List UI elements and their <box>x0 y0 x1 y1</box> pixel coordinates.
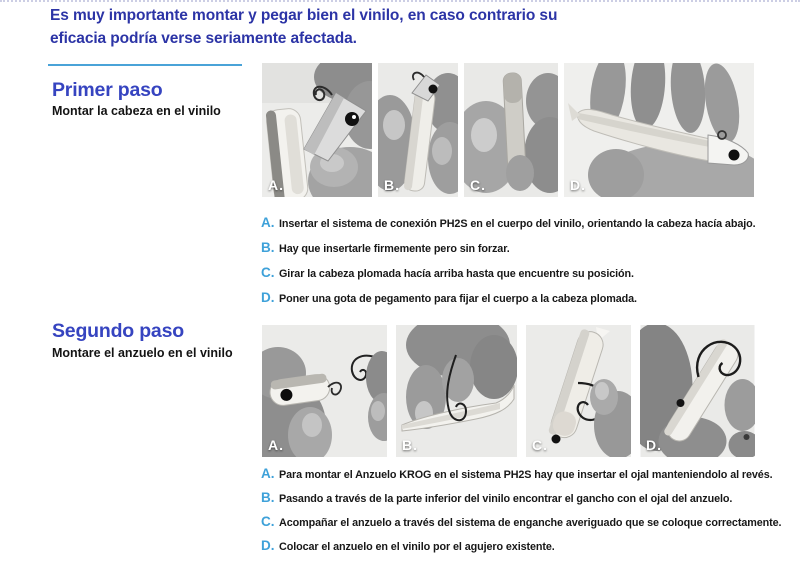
instruction-text: Girar la cabeza plomada hacía arriba hasta que encuentre su posición. <box>279 268 634 280</box>
photo-label: D. <box>646 437 662 453</box>
instruction-text: Insertar el sistema de conexión PH2S en el cuerpo del vinilo, orientando la cabeza hacía abajo. <box>279 218 756 230</box>
step-2-photo-a <box>262 325 387 457</box>
step-2-photo-b <box>396 325 517 457</box>
photo-label: D. <box>570 177 586 193</box>
photo-label: A. <box>268 177 284 193</box>
step-1-photo-b <box>378 63 458 197</box>
instruction-letter: A. <box>261 466 275 481</box>
step-2-instructions <box>261 467 781 563</box>
intro-line-2: eficacia podría verse seriamente afectada. <box>50 29 357 47</box>
instruction-text: Para montar el Anzuelo KROG en el sistema PH2S hay que insertar el ojal manteniendolo al revés. <box>279 469 773 481</box>
photo-label: C. <box>470 177 486 193</box>
intro-line-1: Es muy importante montar y pegar bien el vinilo, en caso contrario su <box>50 7 558 24</box>
step-2-photo-strip <box>262 325 755 457</box>
step-1-photo-strip <box>262 63 754 197</box>
step-1-photo-d <box>564 63 754 197</box>
instruction-text: Colocar el anzuelo en el vinilo por el agujero existente. <box>279 541 555 553</box>
instruction-letter: C. <box>261 514 275 529</box>
instruction-row <box>261 216 756 231</box>
step-2-photo-c <box>526 325 631 457</box>
instruction-letter: A. <box>261 215 275 230</box>
photo-label: B. <box>384 177 400 193</box>
instruction-text: Hay que insertarle firmemente pero sin forzar. <box>279 243 510 255</box>
instruction-letter: D. <box>261 538 275 553</box>
step-1-subtitle: Montar la cabeza en el vinilo <box>52 104 221 118</box>
instruction-row <box>261 539 781 554</box>
photo-label: B. <box>402 437 418 453</box>
instruction-row <box>261 515 781 530</box>
step-1-photo-a <box>262 63 372 197</box>
intro-note <box>50 5 557 50</box>
step-1-photo-c <box>464 63 558 197</box>
instruction-row <box>261 467 781 482</box>
instruction-text: Poner una gota de pegamento para fijar el cuerpo a la cabeza plomada. <box>279 293 637 305</box>
instruction-letter: C. <box>261 265 275 280</box>
photo-label: A. <box>268 437 284 453</box>
step-1-instructions <box>261 216 756 316</box>
instruction-letter: B. <box>261 240 275 255</box>
photo-label: C. <box>532 437 548 453</box>
instruction-row <box>261 291 756 306</box>
instruction-row <box>261 266 756 281</box>
step-2-title: Segundo paso <box>52 320 184 342</box>
finished-lure-in-hand-photo-illustration <box>564 63 754 197</box>
step-2-subtitle: Montare el anzuelo en el vinilo <box>52 346 233 360</box>
section-divider-line <box>48 64 242 66</box>
instruction-row <box>261 491 781 506</box>
step-1-title: Primer paso <box>52 79 163 101</box>
step-2-photo-d <box>640 325 755 457</box>
instruction-row <box>261 241 756 256</box>
instruction-letter: B. <box>261 490 275 505</box>
instruction-text: Acompañar el anzuelo a través del sistema de enganche averiguado que se coloque correctamente. <box>279 517 782 529</box>
top-dotted-border <box>0 0 800 2</box>
instruction-text: Pasando a través de la parte inferior del vinilo encontrar el gancho con el ojal del anzuelo. <box>279 493 733 505</box>
instruction-letter: D. <box>261 290 275 305</box>
